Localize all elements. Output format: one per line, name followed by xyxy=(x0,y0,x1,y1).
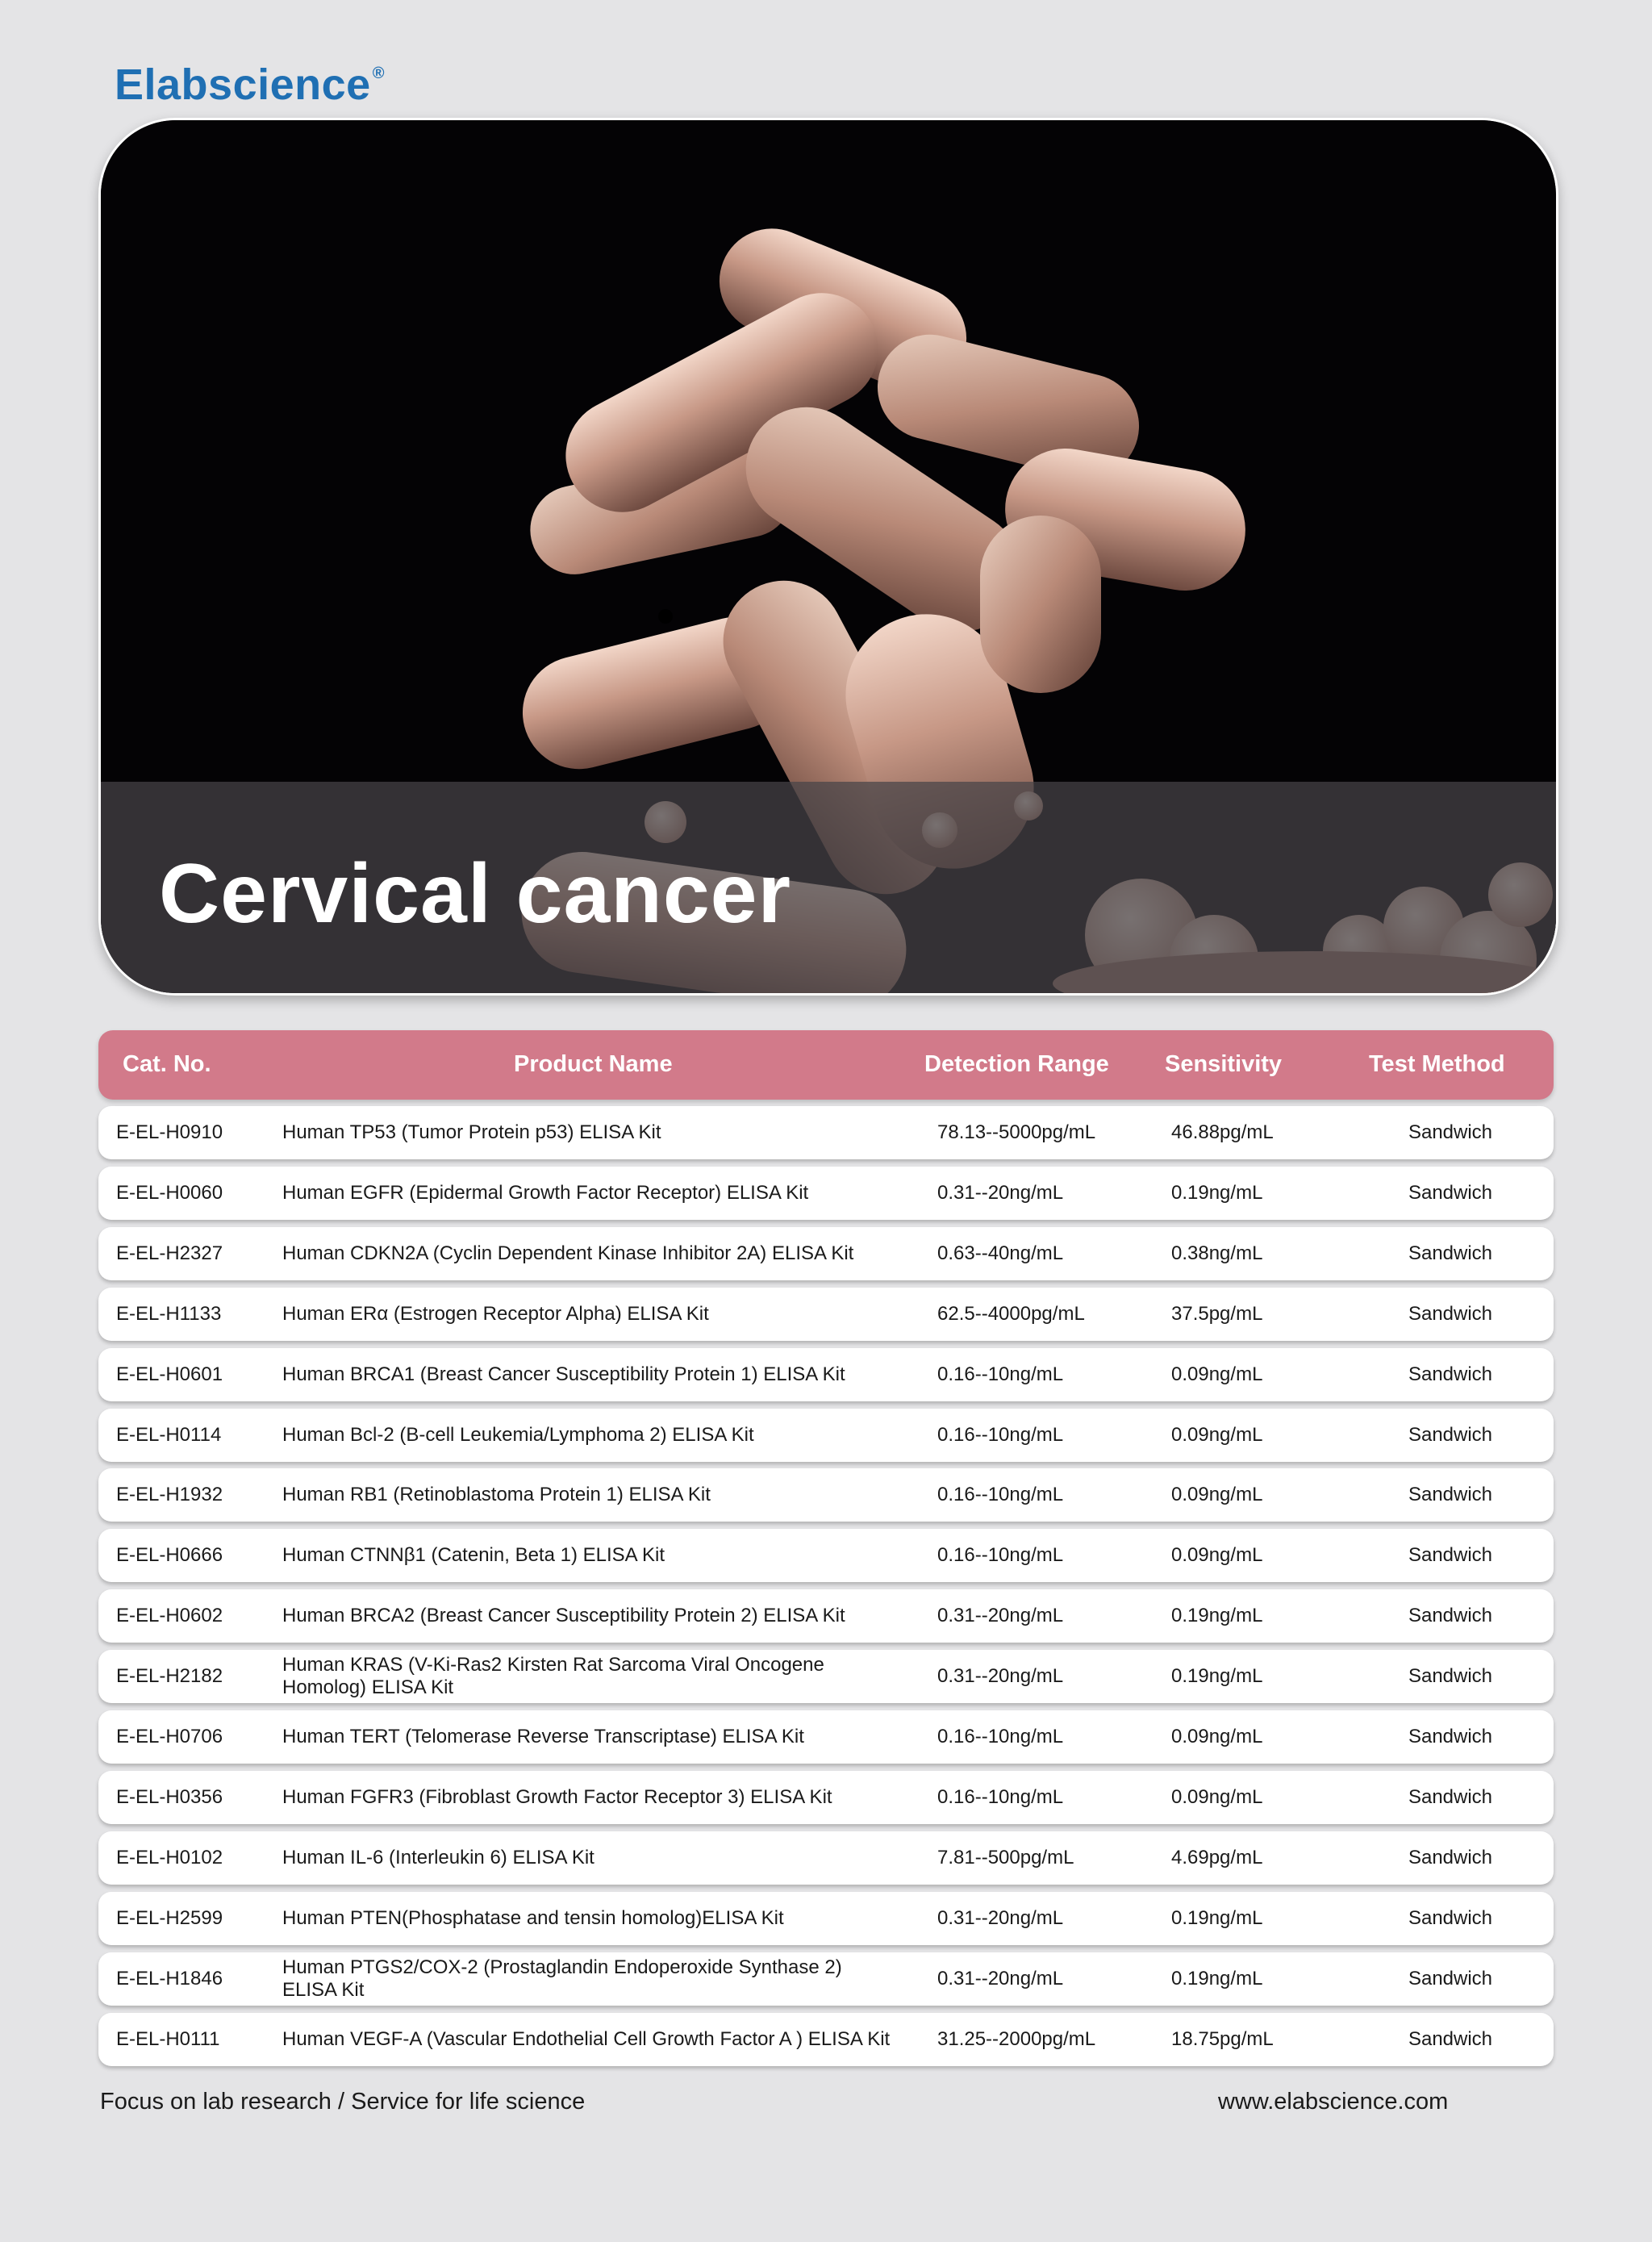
test-method-cell: Sandwich xyxy=(1408,1484,1493,1505)
footer-website-link[interactable]: www.elabscience.com xyxy=(1218,2089,1449,2115)
sensitivity-cell: 0.38ng/mL xyxy=(1171,1242,1263,1264)
sensitivity-cell: 0.09ng/mL xyxy=(1171,1424,1263,1446)
sensitivity-cell: 0.19ng/mL xyxy=(1171,1968,1263,1989)
test-method-cell: Sandwich xyxy=(1408,1121,1493,1143)
table-row xyxy=(98,1710,1554,1764)
table-row xyxy=(98,1771,1554,1824)
sensitivity-cell: 0.19ng/mL xyxy=(1171,1182,1263,1204)
detection-range-cell: 62.5--4000pg/mL xyxy=(937,1303,1085,1325)
detection-range-cell: 78.13--5000pg/mL xyxy=(937,1121,1096,1143)
detection-range-cell: 0.16--10ng/mL xyxy=(937,1363,1064,1385)
brand-logo xyxy=(115,60,385,110)
sensitivity-cell: 0.09ng/mL xyxy=(1171,1544,1263,1566)
product-name-cell: Human EGFR (Epidermal Growth Factor Receptor) ELISA Kit xyxy=(282,1182,809,1204)
cat-no-cell: E-EL-H0356 xyxy=(116,1786,223,1808)
cat-no-cell: E-EL-H0060 xyxy=(116,1182,223,1204)
cat-no-cell: E-EL-H1133 xyxy=(116,1303,222,1325)
cat-no-cell: E-EL-H0706 xyxy=(116,1726,223,1747)
product-name-cell: Human CDKN2A (Cyclin Dependent Kinase Inhibitor 2A) ELISA Kit xyxy=(282,1242,854,1264)
table-row xyxy=(98,1589,1554,1643)
detection-range-cell: 0.16--10ng/mL xyxy=(937,1726,1064,1747)
detection-range-cell: 0.31--20ng/mL xyxy=(937,1182,1064,1204)
product-name-cell: Human PTEN(Phosphatase and tensin homolog)ELISA Kit xyxy=(282,1907,784,1929)
product-name-cell: Human VEGF-A (Vascular Endothelial Cell Growth Factor A ) ELISA Kit xyxy=(282,2028,891,2050)
test-method-cell: Sandwich xyxy=(1408,1424,1493,1446)
test-method-cell: Sandwich xyxy=(1408,1726,1493,1747)
test-method-cell: Sandwich xyxy=(1408,1786,1493,1808)
hero-banner xyxy=(98,118,1558,996)
cat-no-cell: E-EL-H1932 xyxy=(116,1484,223,1505)
table-row xyxy=(98,1892,1554,1945)
table-row xyxy=(98,1227,1554,1280)
test-method-cell: Sandwich xyxy=(1408,1907,1493,1929)
detection-range-cell: 7.81--500pg/mL xyxy=(937,1847,1074,1868)
detection-range-cell: 0.16--10ng/mL xyxy=(937,1786,1064,1808)
sensitivity-cell: 0.19ng/mL xyxy=(1171,1665,1263,1687)
test-method-cell: Sandwich xyxy=(1408,2028,1493,2050)
table-row xyxy=(98,1468,1554,1522)
table-row xyxy=(98,1831,1554,1885)
table-row xyxy=(98,1529,1554,1582)
header-test-method: Test Method xyxy=(1369,1051,1505,1077)
test-method-cell: Sandwich xyxy=(1408,1968,1493,1989)
sensitivity-cell: 0.19ng/mL xyxy=(1171,1907,1263,1929)
sensitivity-cell: 37.5pg/mL xyxy=(1171,1303,1263,1325)
table-row xyxy=(98,2013,1554,2066)
product-name-cell: Human RB1 (Retinoblastoma Protein 1) ELISA Kit xyxy=(282,1484,711,1505)
product-name-cell: Human FGFR3 (Fibroblast Growth Factor Receptor 3) ELISA Kit xyxy=(282,1786,832,1808)
test-method-cell: Sandwich xyxy=(1408,1544,1493,1566)
detection-range-cell: 0.31--20ng/mL xyxy=(937,1665,1064,1687)
test-method-cell: Sandwich xyxy=(1408,1182,1493,1204)
detection-range-cell: 0.16--10ng/mL xyxy=(937,1544,1064,1566)
table-row xyxy=(98,1650,1554,1703)
table-header xyxy=(98,1030,1554,1100)
table-row xyxy=(98,1167,1554,1220)
product-name-cell: Human Bcl-2 (B-cell Leukemia/Lymphoma 2) ELISA Kit xyxy=(282,1424,754,1446)
test-method-cell: Sandwich xyxy=(1408,1303,1493,1325)
detection-range-cell: 0.31--20ng/mL xyxy=(937,1907,1064,1929)
detection-range-cell: 0.31--20ng/mL xyxy=(937,1605,1064,1626)
detection-range-cell: 0.16--10ng/mL xyxy=(937,1424,1064,1446)
header-cat-no: Cat. No. xyxy=(123,1051,211,1077)
detection-range-cell: 0.31--20ng/mL xyxy=(937,1968,1064,1989)
table-row xyxy=(98,1348,1554,1401)
header-product-name: Product Name xyxy=(514,1051,673,1077)
footer-tagline: Focus on lab research / Service for life science xyxy=(100,2089,586,2115)
product-name-cell: Human TERT (Telomerase Reverse Transcriptase) ELISA Kit xyxy=(282,1726,804,1747)
table-row xyxy=(98,1106,1554,1159)
product-name-cell: Human CTNNβ1 (Catenin, Beta 1) ELISA Kit xyxy=(282,1544,665,1566)
cat-no-cell: E-EL-H2182 xyxy=(116,1665,223,1687)
sensitivity-cell: 0.09ng/mL xyxy=(1171,1786,1263,1808)
cat-no-cell: E-EL-H2599 xyxy=(116,1907,223,1929)
cat-no-cell: E-EL-H0102 xyxy=(116,1847,223,1868)
cat-no-cell: E-EL-H0601 xyxy=(116,1363,223,1385)
product-name-cell: Human ERα (Estrogen Receptor Alpha) ELISA Kit xyxy=(282,1303,709,1325)
sensitivity-cell: 46.88pg/mL xyxy=(1171,1121,1274,1143)
test-method-cell: Sandwich xyxy=(1408,1363,1493,1385)
sensitivity-cell: 0.19ng/mL xyxy=(1171,1605,1263,1626)
table-row xyxy=(98,1288,1554,1341)
cat-no-cell: E-EL-H0910 xyxy=(116,1121,223,1143)
test-method-cell: Sandwich xyxy=(1408,1605,1493,1626)
product-name-cell: Human IL-6 (Interleukin 6) ELISA Kit xyxy=(282,1847,594,1868)
sensitivity-cell: 0.09ng/mL xyxy=(1171,1726,1263,1747)
product-name-cell: Human TP53 (Tumor Protein p53) ELISA Kit xyxy=(282,1121,661,1143)
cat-no-cell: E-EL-H0111 xyxy=(116,2028,220,2050)
product-name-cell: Human BRCA2 (Breast Cancer Susceptibility Protein 2) ELISA Kit xyxy=(282,1605,845,1626)
registered-mark: ® xyxy=(372,65,385,82)
sensitivity-cell: 0.09ng/mL xyxy=(1171,1484,1263,1505)
cat-no-cell: E-EL-H0114 xyxy=(116,1424,222,1446)
page-title: Cervical cancer xyxy=(159,847,791,941)
detection-range-cell: 0.16--10ng/mL xyxy=(937,1484,1064,1505)
detection-range-cell: 31.25--2000pg/mL xyxy=(937,2028,1096,2050)
detection-range-cell: 0.63--40ng/mL xyxy=(937,1242,1064,1264)
test-method-cell: Sandwich xyxy=(1408,1847,1493,1868)
cat-no-cell: E-EL-H0602 xyxy=(116,1605,223,1626)
sensitivity-cell: 0.09ng/mL xyxy=(1171,1363,1263,1385)
cat-no-cell: E-EL-H0666 xyxy=(116,1544,223,1566)
cat-no-cell: E-EL-H2327 xyxy=(116,1242,223,1264)
test-method-cell: Sandwich xyxy=(1408,1665,1493,1687)
cat-no-cell: E-EL-H1846 xyxy=(116,1968,223,1989)
header-sensitivity: Sensitivity xyxy=(1165,1051,1283,1077)
test-method-cell: Sandwich xyxy=(1408,1242,1493,1264)
table-row xyxy=(98,1952,1554,2006)
table-row xyxy=(98,1409,1554,1462)
product-name-cell: Human BRCA1 (Breast Cancer Susceptibility Protein 1) ELISA Kit xyxy=(282,1363,845,1385)
header-detection-range: Detection Range xyxy=(924,1051,1109,1077)
sensitivity-cell: 18.75pg/mL xyxy=(1171,2028,1274,2050)
product-name-cell: Human PTGS2/COX-2 (Prostaglandin Endoperoxide Synthase 2) ELISA Kit xyxy=(282,1956,842,2001)
brand-name: Elabscience xyxy=(115,61,371,109)
product-name-cell: Human KRAS (V-Ki-Ras2 Kirsten Rat Sarcoma Viral Oncogene Homolog) ELISA Kit xyxy=(282,1654,824,1698)
sensitivity-cell: 4.69pg/mL xyxy=(1171,1847,1263,1868)
